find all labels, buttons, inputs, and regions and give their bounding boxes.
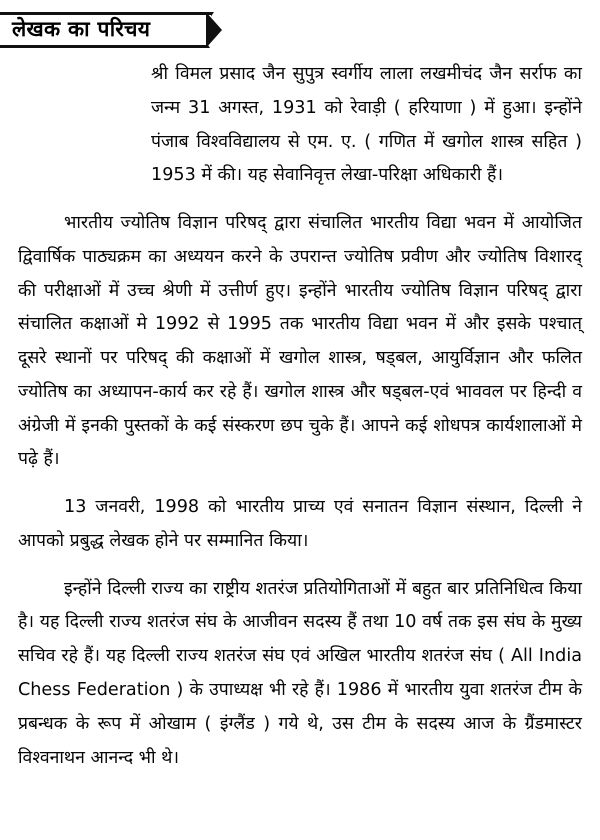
paragraph-2: भारतीय ज्योतिष विज्ञान परिषद् द्वारा संचालित भारतीय विद्या भवन में आयोजित द्विवार्षिक पाठ्यक्रम का अध्ययन करने के उपरान्त ज्योतिष प्रवीण और ज्योतिष विशारद् की परीक्षाओं में उच्च श्रेणी में उत्तीर्ण हुए। इन्होंने भारतीय ज्योतिष विज्ञान परिषद् द्वारा संचालित कक्षाओं मे 1992 से 1995 तक भारतीय विद्या भवन में और इसके पश्चात् दूसरे स्थानों पर परिषद् की कक्षाओं में खगोल शास्त्र, षड्बल, आयुर्विज्ञान और फलित ज्योतिष का अध्यापन-कार्य कर रहे हैं। खगोल शास्त्र और षड्बल-एवं भाववल पर हिन्दी व अंग्रेजी में इनकी पुस्तकों के कई संस्करण छप चुके हैं। आपने कई शोधपत्र कार्यशालाओं मे पढ़े हैं। — [18, 213, 582, 470]
document-page — [0, 10, 600, 840]
page-title: लेखक का परिचय — [12, 17, 151, 41]
heading-arrow-shape — [206, 12, 222, 48]
paragraph-1: श्री विमल प्रसाद जैन सुपुत्र स्वर्गीय लाला लखमीचंद जैन सर्राफ का जन्म 31 अगस्त, 1931 को रेवाड़ी ( हरियाणा ) में हुआ। इन्होंने पंजाब विश्वविद्यालय से एम. ए. ( गणित में खगोल शास्त्र सहित ) 1953 में की। यह सेवानिवृत्त लेखा-परिक्षा अधिकारी हैं। — [151, 64, 582, 186]
paragraph-3: 13 जनवरी, 1998 को भारतीय प्राच्य एवं सनातन विज्ञान संस्थान, दिल्ली ने आपको प्रबुद्ध लेखक होने पर सम्मानित किया। — [18, 497, 582, 551]
paragraph-4: इन्होंने दिल्ली राज्य का राष्ट्रीय शतरंज प्रतियोगिताओं में बहुत बार प्रतिनिधित्व किया है। यह दिल्ली राज्य शतरंज संघ के आजीवन सदस्य हैं तथा 10 वर्ष तक इस संघ के मुख्य सचिव रहे हैं। यह दिल्ली राज्य शतरंज संघ एवं अखिल भारतीय शतरंज संघ ( All India Chess Federation ) के उपाध्यक्ष भी रहे हैं। 1986 में भारतीय युवा शतरंज टीम के प्रबन्धक के रूप में ओखाम ( इंग्लैंड ) गये थे, उस टीम के सदस्य आज के ग्रैंडमास्टर विश्वनाथन आनन्द भी थे। — [18, 578, 582, 768]
section-heading-banner — [0, 10, 600, 52]
body-text-column — [0, 52, 600, 775]
